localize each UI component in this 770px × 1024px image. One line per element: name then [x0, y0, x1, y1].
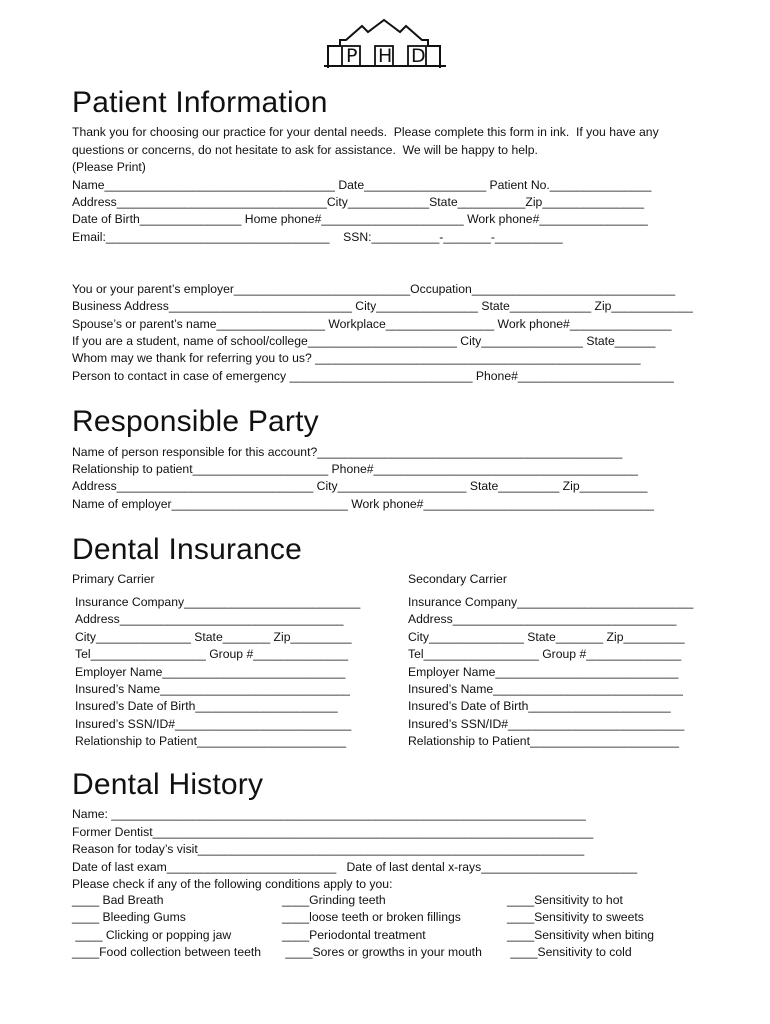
insurance-field-row[interactable]: Tel_________________ Group #______________	[408, 647, 682, 662]
condition-item[interactable]: ____Food collection between teeth	[72, 945, 262, 960]
patient-name-line[interactable]: Name__________________________________ Date__________________ Patient No._______________	[72, 178, 652, 192]
insurance-field-row[interactable]: Address_________________________________	[408, 612, 677, 627]
insurance-field-row[interactable]: Insured’s Name____________________________	[75, 681, 350, 696]
primary-carrier-label: Primary Carrier	[72, 572, 155, 586]
insurance-field-row[interactable]: Relationship to Patient______________________	[75, 734, 347, 749]
condition-item[interactable]: ____ Clicking or popping jaw	[72, 927, 232, 942]
intro-text-1: Thank you for choosing our practice for your dental needs. Please complete this form in ink. If you have any	[72, 125, 659, 139]
insurance-field-row[interactable]: City______________ State_______ Zip_________	[75, 629, 352, 644]
insurance-field-row[interactable]: Employer Name___________________________	[75, 664, 346, 679]
business-address-line[interactable]: Business Address___________________________ City_______________ State____________ Zip____________	[72, 299, 693, 313]
dental-history-title: Dental History	[72, 768, 264, 801]
insurance-field-row[interactable]: Insured’s Date of Birth_____________________	[408, 699, 671, 714]
responsible-employer-line[interactable]: Name of employer__________________________ Work phone#__________________________________	[72, 497, 654, 511]
primary-carrier-fields	[75, 594, 385, 751]
intro-text-3: (Please Print)	[72, 160, 146, 174]
insurance-field-row[interactable]: Relationship to Patient______________________	[408, 734, 680, 749]
insurance-field-row[interactable]: Address_________________________________	[75, 612, 344, 627]
condition-item[interactable]: ____Sores or growths in your mouth	[282, 945, 482, 960]
spouse-line[interactable]: Spouse’s or parent’s name________________ Workplace________________ Work phone#_______________	[72, 317, 672, 331]
insurance-field-row[interactable]: Insurance Company__________________________	[75, 595, 361, 609]
secondary-carrier-fields	[408, 594, 718, 751]
secondary-carrier-label: Secondary Carrier	[408, 572, 507, 586]
responsible-name-line[interactable]: Name of person responsible for this account?_____________________________________________	[72, 445, 623, 459]
employer-line[interactable]: You or your parent’s employer__________________________Occupation______________________________	[72, 282, 676, 296]
insurance-field-row[interactable]: Tel_________________ Group #______________	[75, 647, 349, 662]
condition-item[interactable]: ____Grinding teeth	[282, 893, 386, 907]
patient-address-line[interactable]: Address_______________________________City____________State__________Zip_______________	[72, 195, 644, 209]
dental-insurance-title: Dental Insurance	[72, 533, 303, 566]
responsible-party-title: Responsible Party	[72, 405, 319, 438]
condition-item[interactable]: ____Sensitivity to cold	[507, 945, 632, 960]
emergency-contact-line[interactable]: Person to contact in case of emergency ___________________________ Phone#_______________________	[72, 369, 674, 383]
insurance-field-row[interactable]: Insured’s SSN/ID#__________________________	[408, 716, 685, 731]
insurance-field-row[interactable]: City______________ State_______ Zip_________	[408, 629, 685, 644]
condition-item[interactable]: ____loose teeth or broken fillings	[282, 910, 461, 925]
patient-email-line[interactable]: Email:_________________________________ SSN:__________-_______-__________	[72, 230, 563, 244]
visit-reason-line[interactable]: Reason for today’s visit_________________________________________________________	[72, 842, 585, 856]
calls-preference-row	[72, 246, 712, 263]
history-name-line[interactable]: Name: ______________________________________________________________________	[72, 807, 586, 821]
logo-letter-h: H	[378, 45, 393, 67]
condition-item[interactable]: ____ Bleeding Gums	[72, 910, 186, 925]
marital-status-row	[72, 263, 712, 280]
patient-dob-line[interactable]: Date of Birth_______________ Home phone#_____________________ Work phone#________________	[72, 212, 648, 226]
student-line[interactable]: If you are a student, name of school/college______________________ City_______________ State______	[72, 334, 656, 348]
responsible-address-line[interactable]: Address_____________________________ City___________________ State_________ Zip__________	[72, 479, 648, 493]
insurance-field-row[interactable]: Insured’s SSN/ID#__________________________	[75, 716, 352, 731]
intro-text-2: questions or concerns, do not hesitate to ask for assistance. We will be happy to help.	[72, 143, 538, 157]
condition-item[interactable]: ____Sensitivity when biting	[507, 927, 655, 942]
condition-item[interactable]: ____Sensitivity to hot	[507, 893, 623, 907]
conditions-prompt: Please check if any of the following conditions apply to you:	[72, 877, 393, 891]
last-exam-line[interactable]: Date of last exam_________________________ Date of last dental x-rays_______________________	[72, 860, 638, 874]
insurance-field-row[interactable]: Insured’s Name____________________________	[408, 681, 683, 696]
former-dentist-line[interactable]: Former Dentist_________________________________________________________________	[72, 825, 594, 839]
condition-item[interactable]: ____Periodontal treatment	[282, 927, 426, 942]
logo-letter-p: P	[346, 45, 358, 67]
patient-information-title: Patient Information	[72, 86, 328, 119]
insurance-field-row[interactable]: Employer Name___________________________	[408, 664, 679, 679]
responsible-relationship-line[interactable]: Relationship to patient____________________ Phone#_______________________________________	[72, 462, 638, 476]
referral-line[interactable]: Whom may we thank for referring you to us? ________________________________________________	[72, 351, 641, 365]
insurance-field-row[interactable]: Insured’s Date of Birth_____________________	[75, 699, 338, 714]
phd-logo	[322, 18, 448, 74]
condition-item[interactable]: ____ Bad Breath	[72, 893, 164, 907]
condition-item[interactable]: ____Sensitivity to sweets	[507, 910, 644, 925]
logo-letter-d: D	[411, 45, 426, 67]
insurance-field-row[interactable]: Insurance Company__________________________	[408, 595, 694, 609]
